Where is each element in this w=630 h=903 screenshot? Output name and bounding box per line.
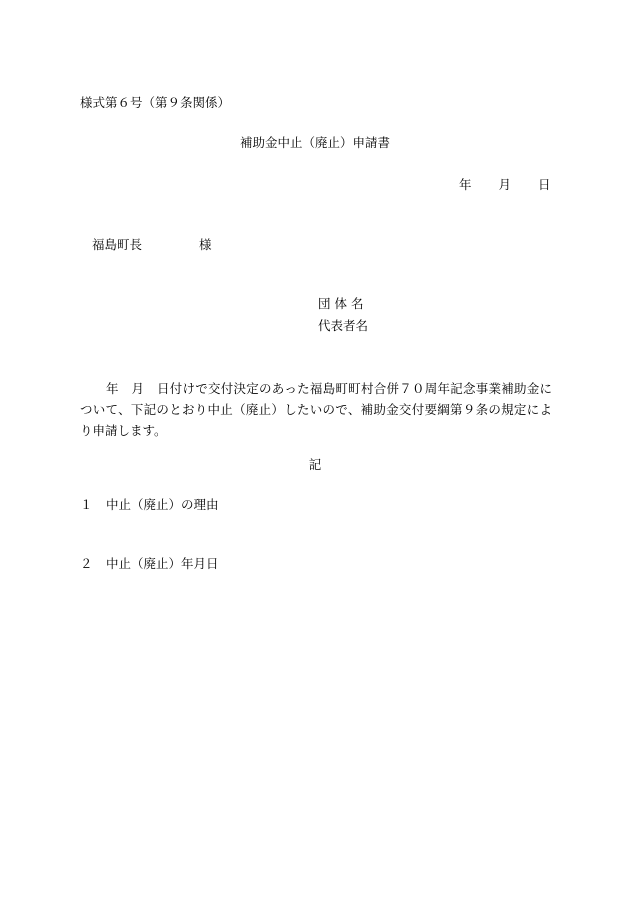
document-title <box>0 137 630 150</box>
addressee-name: 福島町長 <box>92 237 143 252</box>
document-title-text: 補助金中止（廃止）申請書 <box>239 135 390 150</box>
date-day-label: 日 <box>538 177 551 192</box>
ki-heading-text: 記 <box>308 457 322 472</box>
date-year-label: 年 <box>459 177 472 192</box>
item-label: 中止（廃止）年月日 <box>106 556 219 571</box>
item-number: ２ <box>80 556 93 571</box>
representative-name-label: 代表者名 <box>318 318 369 333</box>
list-item <box>80 558 219 571</box>
body-paragraph: 年 月 日付けで交付決定のあった福島町町村合併７０周年記念事業補助金について、下記のとおり中止（廃止）したいので、補助金交付要綱第９条の規定により申請します。 <box>80 381 552 438</box>
organization-name-label: 団体名 <box>318 296 368 311</box>
list-item <box>80 499 219 512</box>
form-number: 様式第６号（第９条関係） <box>80 95 231 110</box>
date-line <box>459 179 551 192</box>
date-month-label: 月 <box>498 177 512 192</box>
item-label: 中止（廃止）の理由 <box>106 497 219 512</box>
addressee-honorific: 様 <box>199 237 212 252</box>
ki-heading <box>0 459 630 472</box>
item-number: １ <box>80 497 93 512</box>
